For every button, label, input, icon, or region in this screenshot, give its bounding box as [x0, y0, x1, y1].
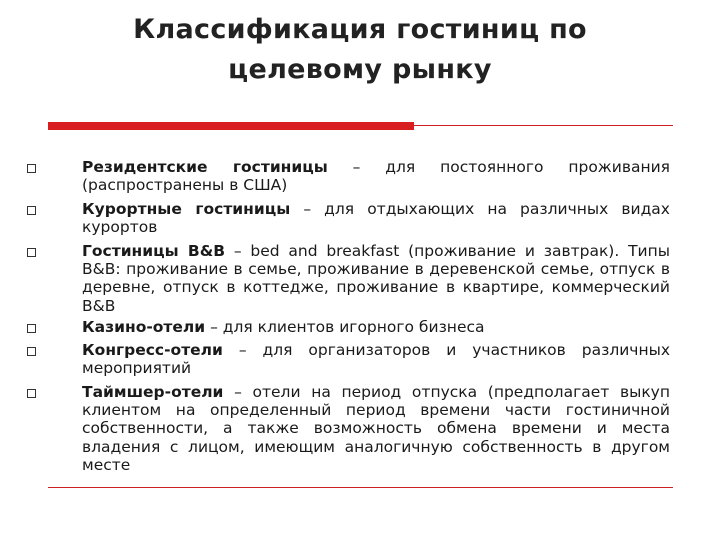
item-term: Таймшер-отели: [82, 383, 224, 401]
item-term: Курортные гостиницы: [82, 200, 291, 218]
accent-rule-top-bar: [48, 122, 414, 130]
item-text: – для организаторов и участников различных мероприятий: [82, 341, 670, 378]
list-item: [82, 318, 670, 336]
item-text: – отели на период отпуска (предполагает выкуп клиентом на определенный период времени части гостиничной собственности, а также возможность обмена времени и места владения с лицом, имеющим аналогичную собственность в другом месте: [82, 383, 670, 474]
list-item: [82, 200, 670, 236]
item-text: – bed and breakfast (проживание и завтрак). Типы B&B: проживание в семье, проживание в деревенской семье, отпуск в деревне, отпуск в коттедже, проживание в квартире, коммерческий В&В: [82, 242, 670, 315]
hollow-square-bullet-icon: [27, 248, 36, 257]
list-item: [82, 383, 670, 474]
list-item: [82, 242, 670, 315]
item-term: Резидентские гостиницы: [82, 158, 328, 176]
item-text: – для клиентов игорного бизнеса: [205, 318, 485, 336]
slide-title: Классификация гостиниц по целевому рынку: [133, 14, 587, 85]
list-item: [82, 341, 670, 377]
hollow-square-bullet-icon: [27, 206, 36, 215]
hollow-square-bullet-icon: [27, 389, 36, 398]
item-text: – для отдыхающих на различных видах курортов: [82, 200, 670, 237]
item-term: Казино-отели: [82, 318, 206, 336]
list-item: [82, 158, 670, 194]
item-term: Конгресс-отели: [82, 341, 223, 359]
hollow-square-bullet-icon: [27, 347, 36, 356]
item-text: – для постоянного проживания (распространены в США): [82, 158, 671, 195]
hollow-square-bullet-icon: [27, 324, 36, 333]
hollow-square-bullet-icon: [27, 164, 36, 173]
accent-rule-bottom: [48, 487, 673, 488]
item-term: Гостиницы В&В: [82, 242, 226, 260]
